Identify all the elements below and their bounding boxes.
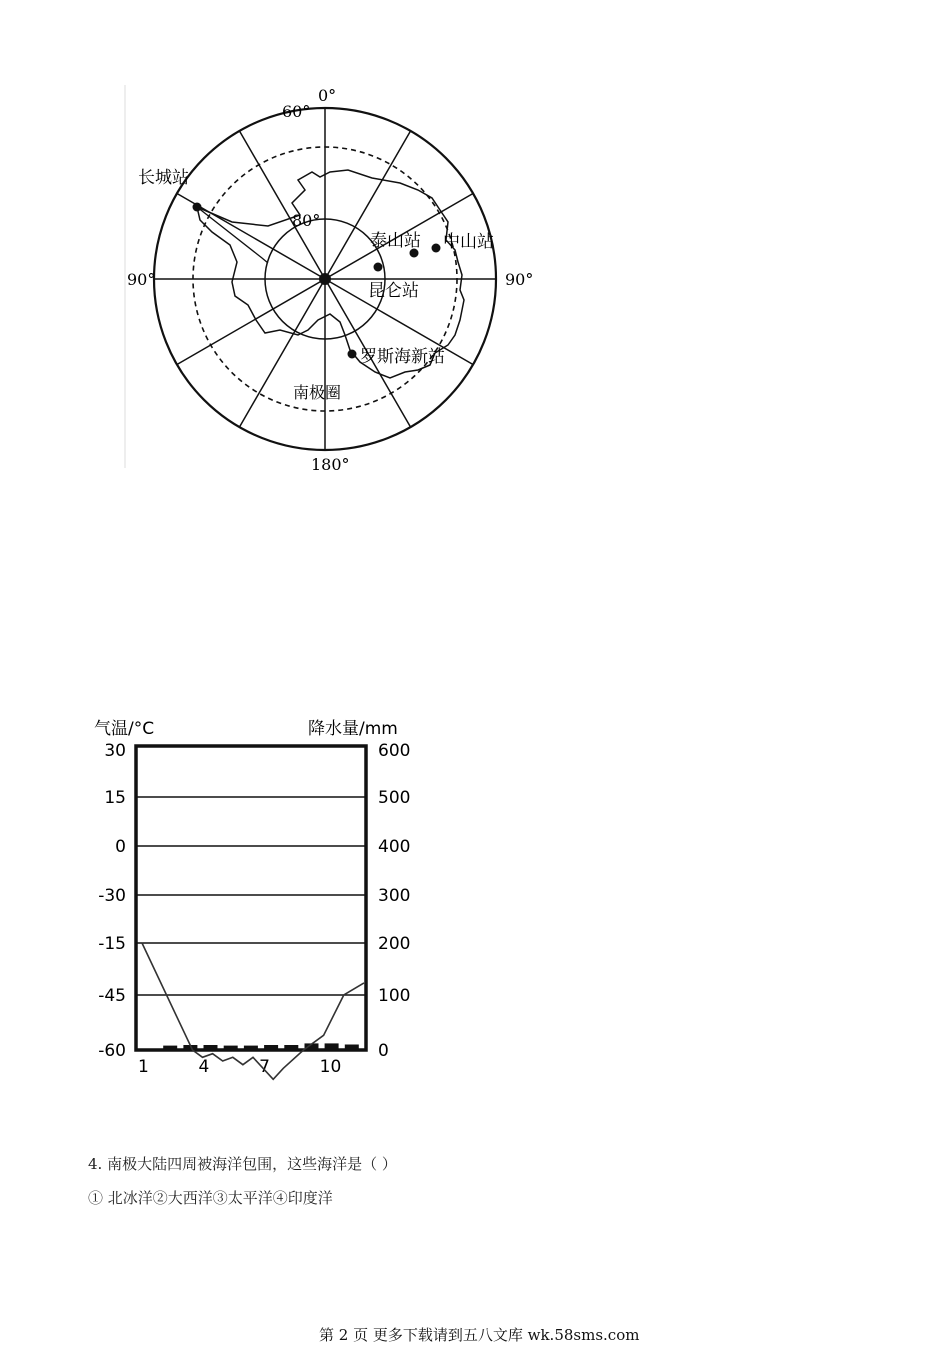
- right-tick-label: 400: [378, 837, 411, 857]
- luosihai-station-label: 罗斯海新站: [360, 347, 445, 367]
- right-tick-label: 600: [378, 741, 411, 761]
- right-tick-label: 100: [378, 986, 411, 1006]
- antarctic-circle-label: 南极圈: [293, 383, 342, 402]
- question-options: ① 北冰洋②大西洋③太平洋④印度洋: [88, 1189, 333, 1207]
- climate-chart: [85, 712, 425, 1102]
- left-tick-label: 0: [115, 837, 126, 857]
- precipitation-bar: [163, 1046, 177, 1050]
- precipitation-bar: [264, 1045, 278, 1050]
- question-text: 4. 南极大陆四周被海洋包围，这些海洋是（ ）: [88, 1155, 397, 1173]
- left-tick-label: -15: [98, 934, 126, 954]
- x-tick-label: 10: [319, 1057, 342, 1077]
- peninsula-line: [197, 207, 268, 263]
- taishan-station-label: 泰山站: [370, 231, 421, 251]
- precipitation-bar: [325, 1043, 339, 1050]
- precipitation-bar: [284, 1045, 298, 1050]
- right-tick-labels: [378, 741, 410, 1061]
- luosihai-station-dot: [348, 350, 357, 359]
- precipitation-bar: [204, 1045, 218, 1050]
- page-footer: 第 2 页 更多下载请到五八文库 wk.58sms.com: [319, 1326, 640, 1344]
- kunlun-station-label: 昆仑站: [368, 281, 419, 301]
- left-tick-label: -60: [98, 1041, 126, 1061]
- x-tick-label: 7: [259, 1057, 270, 1077]
- precipitation-bar: [345, 1045, 359, 1051]
- x-tick-label: 1: [138, 1057, 149, 1077]
- precipitation-bar: [244, 1046, 258, 1050]
- x-tick-labels: [138, 1057, 341, 1077]
- x-tick-label: 4: [198, 1057, 210, 1077]
- changcheng-station-dot: [193, 203, 202, 212]
- left-tick-label: 30: [104, 741, 126, 761]
- lon-label-90e: 90°: [505, 270, 534, 289]
- left-tick-label: -30: [98, 886, 126, 906]
- precipitation-bar: [224, 1046, 238, 1050]
- grid-lines: [136, 797, 366, 995]
- left-tick-label: -45: [98, 986, 126, 1006]
- zhongshan-station-label: 中山站: [443, 232, 494, 252]
- left-axis-title: 气温/°C: [94, 719, 155, 739]
- lat-label-80: 80°: [292, 211, 321, 230]
- right-tick-label: 0: [378, 1041, 389, 1061]
- right-axis-title: 降水量/mm: [308, 719, 398, 739]
- south-pole-dot: [319, 273, 331, 285]
- right-tick-label: 300: [378, 886, 411, 906]
- kunlun-station-dot: [374, 263, 383, 272]
- right-tick-label: 500: [378, 788, 411, 808]
- lon-label-60: 60°: [282, 102, 311, 121]
- right-tick-label: 200: [378, 934, 411, 954]
- left-tick-label: 15: [104, 788, 126, 808]
- zhongshan-station-dot: [432, 244, 441, 253]
- left-tick-labels: [98, 741, 126, 1061]
- lon-label-0: 0°: [318, 86, 337, 105]
- changcheng-station-label: 长城站: [138, 168, 189, 188]
- lon-label-180: 180°: [311, 455, 350, 474]
- antarctica-polar-map: [110, 80, 550, 480]
- lon-label-90w: 90°: [127, 270, 156, 289]
